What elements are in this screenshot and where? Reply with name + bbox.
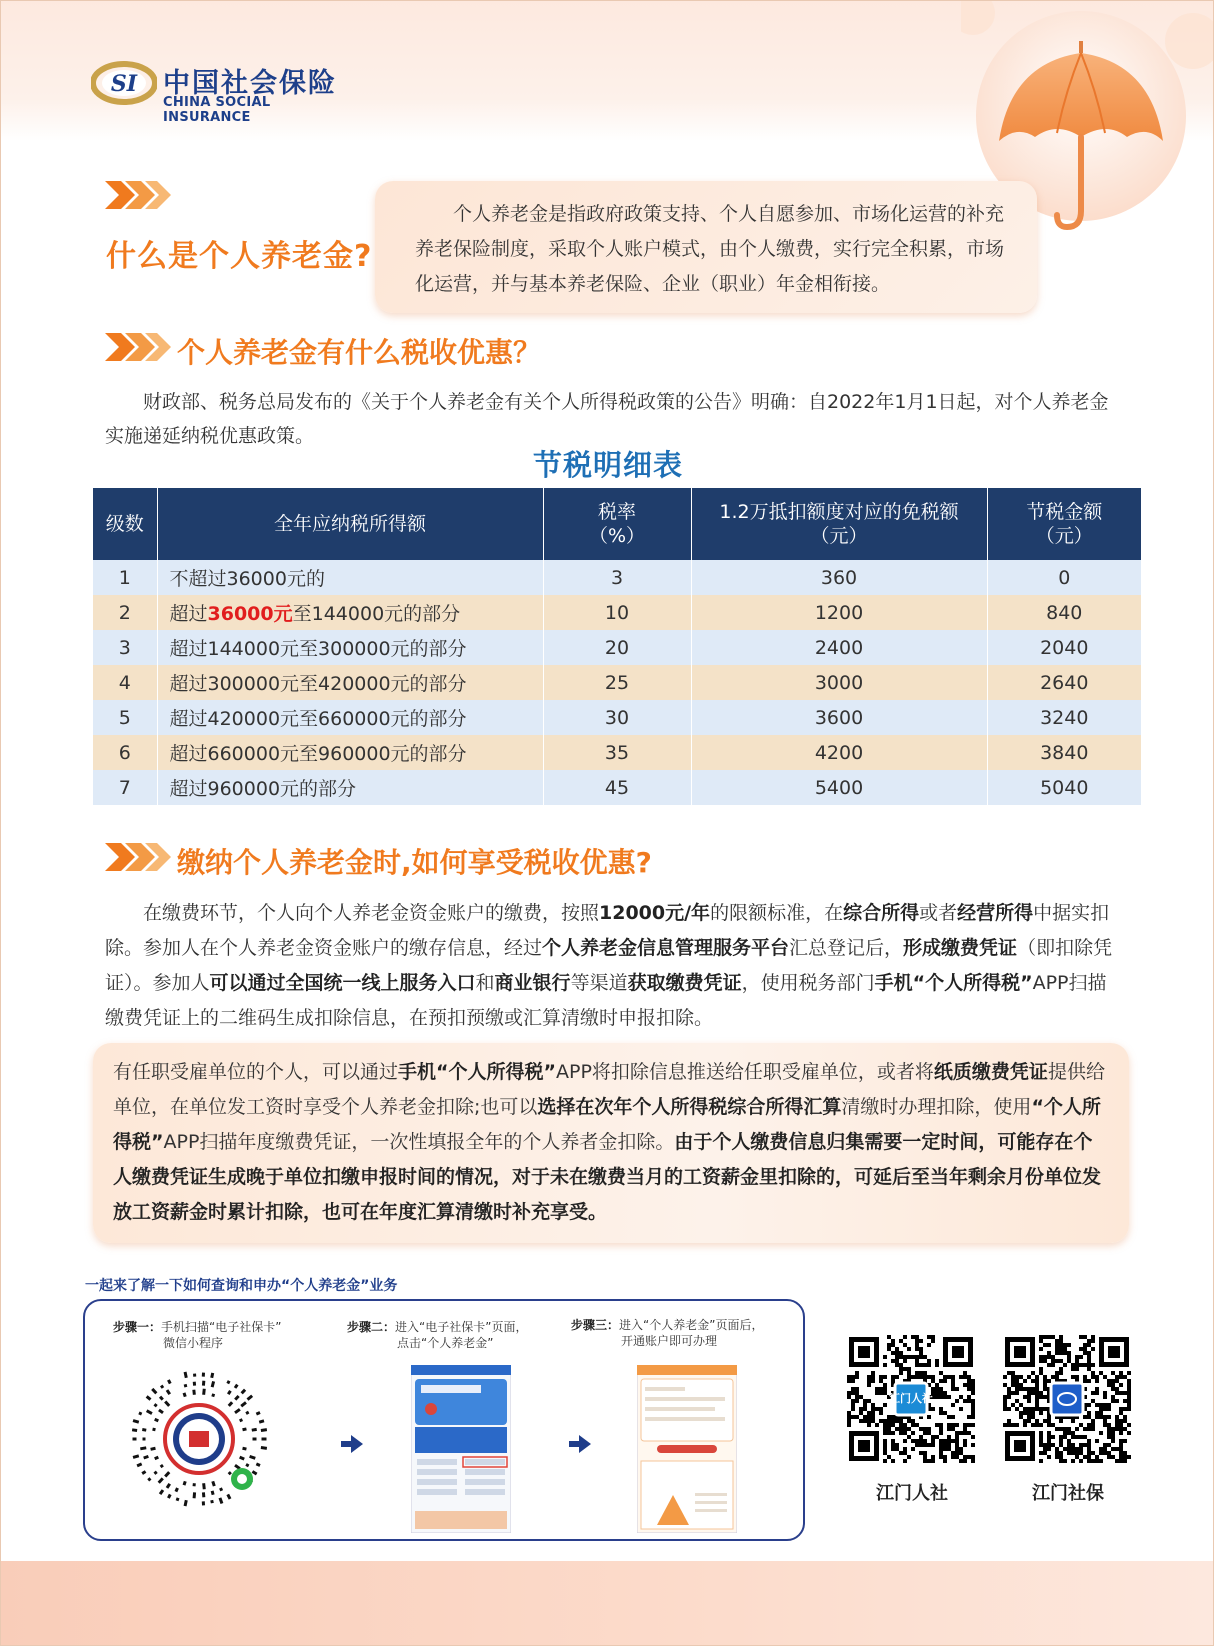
cell-exempt: 1200 — [691, 595, 987, 630]
qr-label-social-security: 江门社保 — [1032, 1483, 1104, 1504]
cell-exempt: 3600 — [691, 700, 987, 735]
chevron-right-icon — [105, 841, 173, 873]
cell-income: 超过420000元至660000元的部分 — [157, 700, 543, 735]
mini-program-qr-code[interactable] — [129, 1369, 269, 1509]
jiangmen-hrss-qr-code[interactable] — [847, 1335, 975, 1463]
jiangmen-social-security-qr-code[interactable] — [1003, 1335, 1131, 1463]
step-three: 步骤三：进入“个人养老金”页面后， 开通账户即可办理 — [571, 1318, 764, 1348]
cell-level: 1 — [93, 560, 157, 595]
cell-rate: 45 — [543, 770, 691, 805]
table-header-row — [93, 488, 1141, 560]
cell-rate: 30 — [543, 700, 691, 735]
cell-level: 4 — [93, 665, 157, 700]
cell-saving: 2640 — [987, 665, 1141, 700]
qr-label-hrss: 江门人社 — [876, 1483, 948, 1504]
cell-level: 3 — [93, 630, 157, 665]
tax-saving-table — [93, 488, 1141, 805]
table-row — [93, 735, 1141, 770]
arrow-right-icon — [341, 1435, 363, 1453]
cell-rate: 20 — [543, 630, 691, 665]
arrow-right-icon — [569, 1435, 591, 1453]
cell-exempt: 5400 — [691, 770, 987, 805]
table-title: 节税明细表 — [532, 448, 683, 482]
cell-exempt: 2400 — [691, 630, 987, 665]
cell-saving: 5040 — [987, 770, 1141, 805]
cell-rate: 3 — [543, 560, 691, 595]
footer-band — [1, 1561, 1214, 1646]
table-row — [93, 560, 1141, 595]
cell-saving: 0 — [987, 560, 1141, 595]
cell-saving: 2040 — [987, 630, 1141, 665]
deduction-paragraph: 在缴费环节，个人向个人养老金资金账户的缴费，按照12000元/年的限额标准，在综合所得或者经营所得中据实扣除。参加人在个人养老金资金账户的缴存信息，经过个人养老金信息管理服务平台汇总登记后，形成缴费凭证（即扣除凭证）。参加人可以通过全国统一线上服务入口和商业银行等渠道获取缴费凭证，使用税务部门手机“个人所得税”APP扫描缴费凭证上的二维码生成扣除信息，在预扣预缴或汇算清缴时申报扣除。 — [105, 902, 1113, 1029]
cell-exempt: 3000 — [691, 665, 987, 700]
cell-saving: 3240 — [987, 700, 1141, 735]
cell-rate: 10 — [543, 595, 691, 630]
header-rate: 税率 （%） — [543, 488, 691, 560]
cell-level: 6 — [93, 735, 157, 770]
svg-text:江门人社: 江门人社 — [889, 1392, 933, 1405]
personal-pension-page-screenshot — [637, 1365, 737, 1533]
header-income: 全年应纳税所得额 — [157, 488, 543, 560]
e-social-security-card-screenshot — [411, 1365, 511, 1533]
intro-text-box: 个人养老金是指政府政策支持、个人自愿参加、市场化运营的补充养老保险制度，采取个人账户模式，由个人缴费，实行完全积累，市场化运营，并与基本养老保险、企业（职业）年金相衔接。 — [375, 181, 1037, 313]
chevron-right-icon — [105, 179, 173, 211]
logo-english-name: CHINA SOCIAL INSURANCE — [163, 95, 271, 125]
cell-saving: 840 — [987, 595, 1141, 630]
cell-income: 不超过36000元的 — [157, 560, 543, 595]
si-logo-icon — [91, 61, 157, 105]
section-heading-tax: 个人养老金有什么税收优惠？ — [177, 336, 542, 369]
tax-policy-paragraph: 财政部、税务总局发布的《关于个人养老金有关个人所得税政策的公告》明确：自2022年1月1日起，对个人养老金实施递延纳税优惠政策。 — [105, 391, 1109, 445]
table-row — [93, 665, 1141, 700]
header-level: 级数 — [93, 488, 157, 560]
employer-deduction-box: 有任职受雇单位的个人，可以通过手机“个人所得税”APP将扣除信息推送给任职受雇单位，或者将纸质缴费凭证提供给单位，在单位发工资时享受个人养老金扣除;也可以选择在次年个人所得税综合所得汇算清缴时办理扣除，使用“个人所得税”APP扫描年度缴费凭证，一次性填报全年的个人养者金扣除。由于个人缴费信息归集需要一定时间，可能存在个人缴费凭证生成晚于单位扣缴申报时间的情况，对于未在缴费当月的工资薪金里扣除的，可延后至当年剩余月份单位发放工资薪金时累计扣除，也可在年度汇算清缴时补充享受。 — [93, 1043, 1129, 1243]
cell-level: 5 — [93, 700, 157, 735]
section-heading-what: 什么是个人养老金? — [106, 239, 373, 274]
learn-title: 一起来了解一下如何查询和申办“个人养老金”业务 — [85, 1278, 398, 1294]
table-row — [93, 630, 1141, 665]
header-saving: 节税金额 （元） — [987, 488, 1141, 560]
cell-rate: 25 — [543, 665, 691, 700]
cell-income: 超过300000元至420000元的部分 — [157, 665, 543, 700]
table-row — [93, 595, 1141, 630]
cell-income: 超过36000元至144000元的部分 — [157, 595, 543, 630]
cell-level: 7 — [93, 770, 157, 805]
section-heading-how: 缴纳个人养老金时,如何享受税收优惠? — [177, 846, 652, 879]
cell-income: 超过144000元至300000元的部分 — [157, 630, 543, 665]
cell-income: 超过660000元至960000元的部分 — [157, 735, 543, 770]
cell-exempt: 360 — [691, 560, 987, 595]
china-social-insurance-logo — [91, 59, 361, 125]
table-row — [93, 700, 1141, 735]
highlighted-amount: 36000元 — [207, 603, 293, 625]
cell-income: 超过960000元的部分 — [157, 770, 543, 805]
table-row — [93, 770, 1141, 805]
chevron-right-icon — [105, 331, 173, 363]
logo-chinese-name: 中国社会保险 — [163, 68, 337, 99]
header-exempt: 1.2万抵扣额度对应的免税额 （元） — [691, 488, 987, 560]
step-one: 步骤一：手机扫描“电子社保卡” 微信小程序 — [113, 1320, 282, 1350]
svg-text:SI: SI — [110, 71, 138, 97]
cell-saving: 3840 — [987, 735, 1141, 770]
cell-level: 2 — [93, 595, 157, 630]
cell-exempt: 4200 — [691, 735, 987, 770]
cell-rate: 35 — [543, 735, 691, 770]
step-two: 步骤二：进入“电子社保卡”页面， 点击“个人养老金” — [347, 1320, 528, 1350]
